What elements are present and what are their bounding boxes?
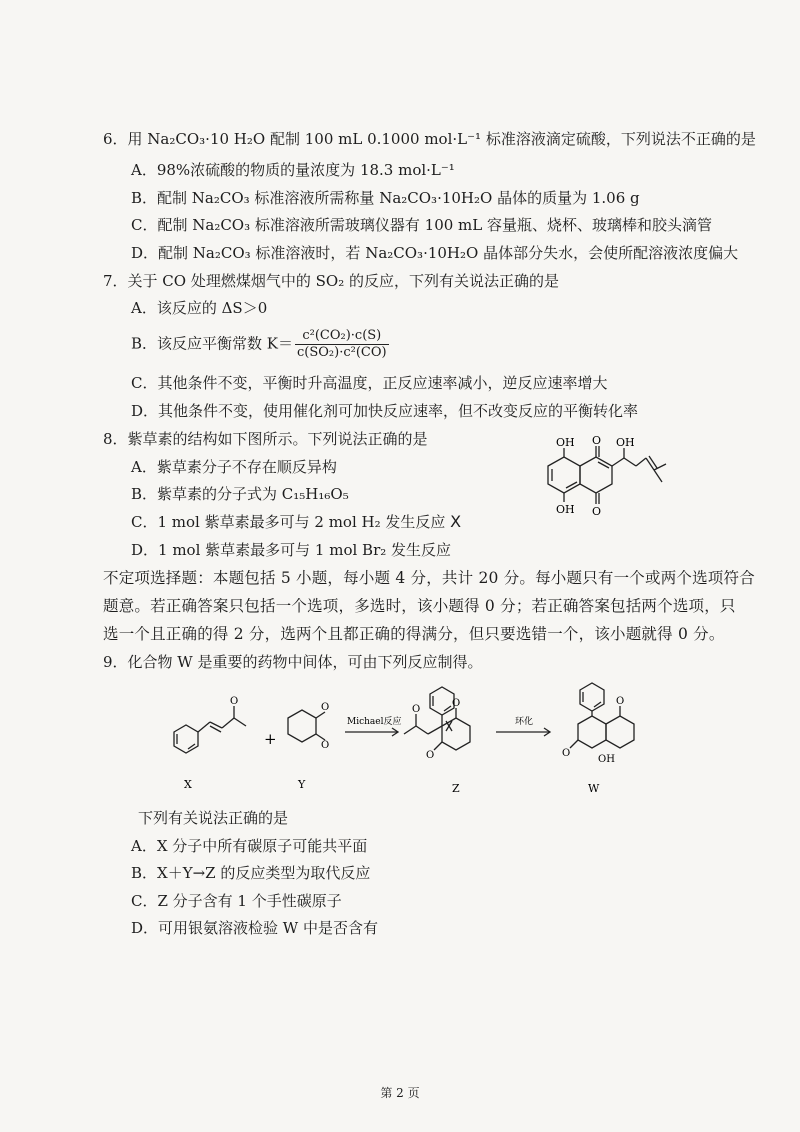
q9-option-b: B．X＋Y→Z 的反应类型为取代反应 [131,864,371,882]
struct-oh-side-label: OH [616,436,635,449]
arrow-label-michael: Michael反应 [347,717,402,727]
q6-option-b: B．配制 Na₂CO₃ 标准溶液所需称量 Na₂CO₃·10H₂O 晶体的质量为 1.06 g [131,189,640,207]
page-number: 第 2 页 [380,1086,420,1100]
w-carbonyl-o1: O [616,696,625,707]
z-carbonyl-o2: O [452,698,461,709]
compound-label-z: Z [452,782,460,795]
reaction-scheme-diagram [160,676,680,798]
q9-option-d: D．可用银氨溶液检验 W 中是否含有 [131,919,378,937]
compound-label-y: Y [298,778,306,791]
z-carbonyl-o3: O [426,750,435,761]
q8-stem: 8．紫草素的结构如下图所示。下列说法正确的是 [103,430,428,448]
equilibrium-constant-fraction [295,328,389,361]
q8-option-a: A．紫草素分子不存在顺反异构 [131,458,337,476]
struct-oh-top-label: OH [556,436,575,449]
q8-option-d: D．1 mol 紫草素最多可与 1 mol Br₂ 发生反应 [131,541,452,559]
section-instructions-line1: 不定项选择题：本题包括 5 小题，每小题 4 分，共计 20 分。每小题只有一个或两个选项符合 [103,569,755,587]
handwritten-x-mark: X [450,512,462,531]
plus-sign: + [264,730,277,748]
arrow-label-cyclization: 环化 [515,717,534,727]
q9-stem: 9．化合物 W 是重要的药物中间体，可由下列反应制得。 [103,653,483,671]
q9-option-a: A．X 分子中所有碳原子可能共平面 [131,837,368,855]
q6-option-d: D．配制 Na₂CO₃ 标准溶液时，若 Na₂CO₃·10H₂O 晶体部分失水，会使所配溶液浓度偏大 [131,244,739,262]
fraction-denominator: c(SO₂)·c²(CO) [297,345,387,360]
q6-stem: 6．用 Na₂CO₃·10 H₂O 配制 100 mL 0.1000 mol·L⁻¹ 标准溶液滴定硫酸，下列说法不正确的是 [103,130,756,148]
w-oh-label: OH [598,754,615,765]
struct-o-bottom-label: O [592,505,602,518]
x-carbonyl-o: O [230,696,239,707]
q7-option-a: A．该反应的 ΔS＞0 [131,299,268,317]
shikonin-structure-diagram [528,436,678,531]
q9-option-c: C．Z 分子含有 1 个手性碳原子 [131,892,342,910]
q9-subquestion: 下列有关说法正确的是 [138,809,289,827]
compound-label-x: X [184,778,192,791]
struct-oh-bottom-label: OH [556,503,575,516]
z-carbonyl-o1: O [412,704,421,715]
section-instructions-line3: 选一个且正确的得 2 分，选两个且都正确的得满分，但只要选错一个，该小题就得 0 分。 [103,625,725,643]
q7-option-b [131,328,389,361]
q8-option-c-text: C．1 mol 紫草素最多可与 2 mol H₂ 发生反应 [131,513,446,531]
compound-label-w: W [588,782,600,795]
q7-option-d: D．其他条件不变，使用催化剂可加快反应速率，但不改变反应的平衡转化率 [131,402,639,420]
y-carbonyl-o2: O [321,740,330,751]
q6-option-a: A．98%浓硫酸的物质的量浓度为 18.3 mol·L⁻¹ [131,161,455,179]
q6-option-c: C．配制 Na₂CO₃ 标准溶液所需玻璃仪器有 100 mL 容量瓶、烧杯、玻璃棒和胶头滴管 [131,216,713,234]
struct-o-top-label: O [592,436,602,447]
y-carbonyl-o1: O [321,702,330,713]
q7-stem: 7．关于 CO 处理燃煤烟气中的 SO₂ 的反应，下列有关说法正确的是 [103,272,559,290]
q8-option-c [131,511,461,533]
q8-option-b: B．紫草素的分子式为 C₁₅H₁₆O₅ [131,485,349,503]
q7-option-b-prefix: B．该反应平衡常数 K＝ [131,334,293,353]
fraction-numerator: c²(CO₂)·c(S) [295,328,389,345]
section-instructions-line2: 题意。若正确答案只包括一个选项，多选时，该小题得 0 分；若正确答案包括两个选项，只 [103,597,736,615]
w-carbonyl-o2: O [562,748,571,759]
q7-option-c: C．其他条件不变，平衡时升高温度，正反应速率减小，逆反应速率增大 [131,374,608,392]
